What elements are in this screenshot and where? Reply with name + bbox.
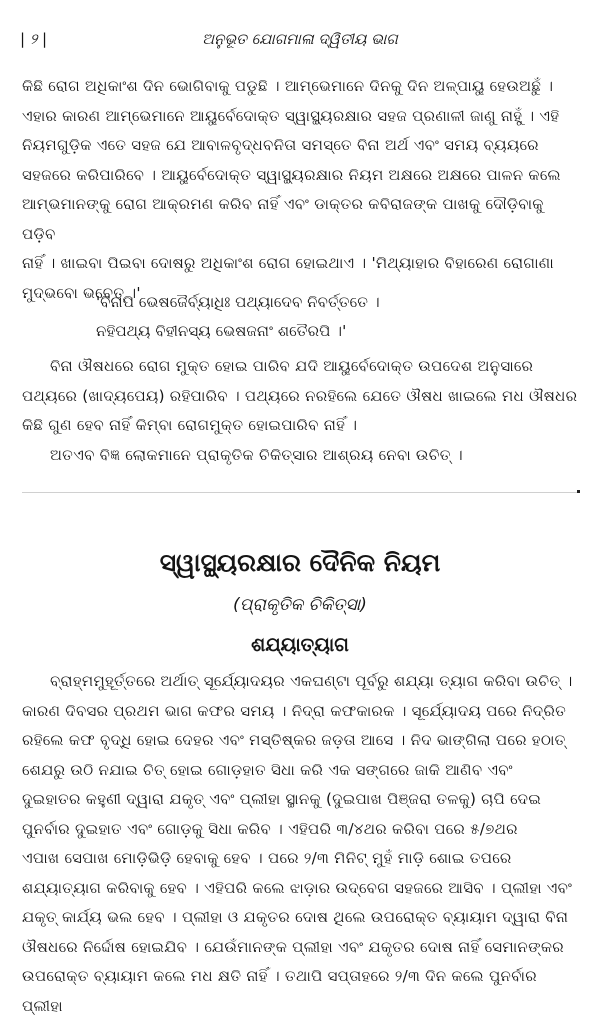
chapter-subtitle: (ପ୍ରାକୃତିକ ଚିକିତ୍ସା) bbox=[233, 595, 367, 615]
text-line: ପଥ୍ୟରେ (ଖାଦ୍ୟପେୟ) ରହିପାରିବ । ପଥ୍ୟରେ ନରହିଲେ ଯେତେ ଔଷଧ ଖାଇଲେ ମଧ ଔଷଧର bbox=[22, 386, 578, 405]
divider bbox=[22, 492, 580, 493]
running-header bbox=[12, 30, 588, 52]
text-line: ମୁଦ୍ଭବୋ ଭବେତ୍ ।' bbox=[22, 283, 141, 302]
running-title: ଅନୁଭୂତ ଯୋଗମାଳା ଦ୍ୱିତୀୟ ଭାଗ bbox=[202, 30, 398, 48]
page-number: | ୨ | bbox=[20, 30, 48, 48]
text-line: ଉପରୋକ୍ତ ବ୍ୟାୟାମ କଲେ ମଧ କ୍ଷତି ନାହିଁ । ତଥାପି ସପ୍ତାହରେ ୨/୩ ଦିନ କଲେ ପୁନର୍ବାର ପ୍ଲୀହା bbox=[22, 967, 537, 1015]
text-line: ଆମ୍ଭମାନଙ୍କୁ ରୋଗ ଆକ୍ରମଣ କରିବ ନାହିଁ ଏବଂ ଡାକ୍ତର କବିରାଜଙ୍କ ପାଖକୁ ଦୌଡ଼ିବାକୁ ପଡ଼ିବ bbox=[22, 195, 544, 243]
sanskrit-verse bbox=[96, 288, 576, 346]
text-line: କାରଣ ଦିବସର ପ୍ରଥମ ଭାଗ କଫର ସମୟ । ନିଦ୍ରା କଫକାରକ । ସୂର୍ଯ୍ୟୋଦୟ ପରେ ନିଦ୍ରିତ bbox=[22, 701, 567, 720]
text-line: ଦୁଇହାତର କହୁଣୀ ଦ୍ୱାରା ଯକୃତ୍ ଏବଂ ପ୍ଲୀହା ସ୍ଥାନକୁ (ଦୁଇପାଖ ପିଞ୍ଜରା ତଳକୁ) ଚାପି ଦେଇ bbox=[22, 790, 542, 808]
text-line: ଔଷଧରେ ନିର୍ଦ୍ଦୋଷ ହୋଇଯିବ । ଯେଉଁମାନଙ୍କ ପ୍ଲୀହା ଏବଂ ଯକୃତର ଦୋଷ ନାହିଁ ସେମାନଙ୍କର bbox=[22, 937, 564, 956]
text-line: ଅତଏବ ବିଜ୍ଞ ଲୋକମାନେ ପ୍ରାକୃତିକ ଚିକିତ୍ସାର ଆଶ୍ରୟ ନେବା ଉଚିତ୍ । bbox=[50, 445, 463, 464]
text-line: ବ୍ରାହ୍ମମୁହୂର୍ତ୍ତରେ ଅର୍ଥାତ୍ ସୂର୍ଯ୍ୟୋଦୟର ଏକଘଣ୍ଟା ପୂର୍ବରୁ ଶଯ୍ୟା ତ୍ୟାଗ କରିବା ଉଚିତ୍ । bbox=[50, 672, 573, 690]
verse-line: 'ବିନାପି ଭେଷଜୈର୍ବ୍ୟାଧିଃ ପଥ୍ୟାଦେବ ନିବର୍ତ୍ତତେ । bbox=[96, 293, 380, 311]
text-line: ଏହାର କାରଣ ଆମ୍ଭେମାନେ ଆୟୁର୍ବେଦୋକ୍ତ ସ୍ୱାସ୍ଥ୍ୟରକ୍ଷାର ସହଜ ପ୍ରଣାଳୀ ଜାଣୁ ନାହୁଁ । ଏହି bbox=[22, 106, 560, 125]
section-title: ଶଯ୍ୟାତ୍ୟାଗ bbox=[251, 634, 349, 656]
text-line: ନିୟମଗୁଡ଼ିକ ଏତେ ସହଜ ଯେ ଆବାଳବୃଦ୍ଧବନିତା ସମସ୍ତେ ବିନା ଅର୍ଥ ଏବଂ ସମୟ ବ୍ୟୟରେ bbox=[22, 136, 539, 154]
text-line: ପୁନର୍ବାର ଦୁଇହାତ ଏବଂ ଗୋଡ଼କୁ ସିଧା କରିବ । ଏହିପରି ୩/୪ଥର କରିବା ପରେ ୫/୭ଥର bbox=[22, 819, 518, 838]
text-line: କିଛି ଗୁଣ ହେବ ନାହିଁ କିମ୍ବା ରୋଗମୁକ୍ତ ହୋଇପାରିବ ନାହିଁ । bbox=[22, 416, 358, 434]
verse-line: ନହିପଥ୍ୟ ବିହୀନସ୍ୟ ଭେଷଜନାଂ ଶତୈରପି ।' bbox=[96, 322, 347, 340]
text-line: ଶେଯରୁ ଉଠି ନଯାଇ ଚିତ୍ ହୋଇ ଗୋଡ଼ହାତ ସିଧା କରି ଏକ ସଙ୍ଗରେ ଜାକି ଆଣିବ ଏବଂ bbox=[22, 760, 513, 779]
text-line: ବିନା ଔଷଧରେ ରୋଗ ମୁକ୍ତ ହୋଇ ପାରିବ ଯଦି ଆୟୁର୍ବେଦୋକ୍ତ ଉପଦେଶ ଅନୁସାରେ bbox=[50, 357, 534, 375]
text-line: ନାହିଁ । ଖାଇବା ପିଇବା ଦୋଷରୁ ଅଧିକାଂଶ ରୋଗ ହୋଇଥାଏ । 'ମିଥ୍ୟାହାର ବିହାରେଣ ରୋଗାଣା bbox=[22, 254, 554, 272]
text-line: କିଛି ରୋଗ ଅଧିକାଂଶ ଦିନ ଭୋଗିବାକୁ ପଡୁଛି । ଆମ୍ଭେମାନେ ଦିନକୁ ଦିନ ଅଳ୍ପାୟୁ ହେଉଅଛୁଁ । bbox=[22, 77, 554, 95]
text-line: ରହିଲେ କଫ ବୃଦ୍ଧି ହୋଇ ଦେହର ଏବଂ ମସ୍ତିଷ୍କର ଜଡ଼ତା ଆସେ । ନିଦ ଭାଙ୍ଗିଲା ପରେ ହଠାତ୍ bbox=[22, 731, 566, 749]
text-line: ଯକୃତ୍ କାର୍ଯ୍ୟ ଭଲ ହେବ । ପ୍ଲୀହା ଓ ଯକୃତର ଦୋଷ ଥିଲେ ଉପରୋକ୍ତ ବ୍ୟାୟାମ ଦ୍ୱାରା ବିନା bbox=[22, 908, 569, 926]
intro-paragraph bbox=[22, 72, 582, 308]
section-paragraph bbox=[22, 667, 582, 1021]
text-line: ଏପାଖ ସେପାଖ ମୋଡ଼ିଭିଡ଼ି ହେବାକୁ ହେବ । ପରେ ୨/୩ ମିନିଟ୍ ମୁହଁ ମାଡ଼ି ଶୋଇ ତପରେ bbox=[22, 849, 512, 867]
chapter-title: ସ୍ୱାସ୍ଥ୍ୟରକ୍ଷାର ଦୈନିକ ନିୟମ bbox=[159, 548, 441, 577]
body-paragraph bbox=[22, 352, 582, 470]
text-line: ସହଜରେ କରିପାରିବେ । ଆୟୁର୍ବେଦୋକ୍ତ ସ୍ୱାସ୍ଥ୍ୟରକ୍ଷାର ନିୟମ ଅକ୍ଷରେ ଅକ୍ଷରେ ପାଳନ କଲେ bbox=[22, 165, 561, 184]
text-line: ଶଯ୍ୟାତ୍ୟାଗ କରିବାକୁ ହେବ । ଏହିପରି କଲେ ଝାଡ଼ାର ଉଦ୍‌ବେଗ ସହଜରେ ଆସିବ । ପ୍ଲୀହା ଏବଂ bbox=[22, 878, 573, 897]
